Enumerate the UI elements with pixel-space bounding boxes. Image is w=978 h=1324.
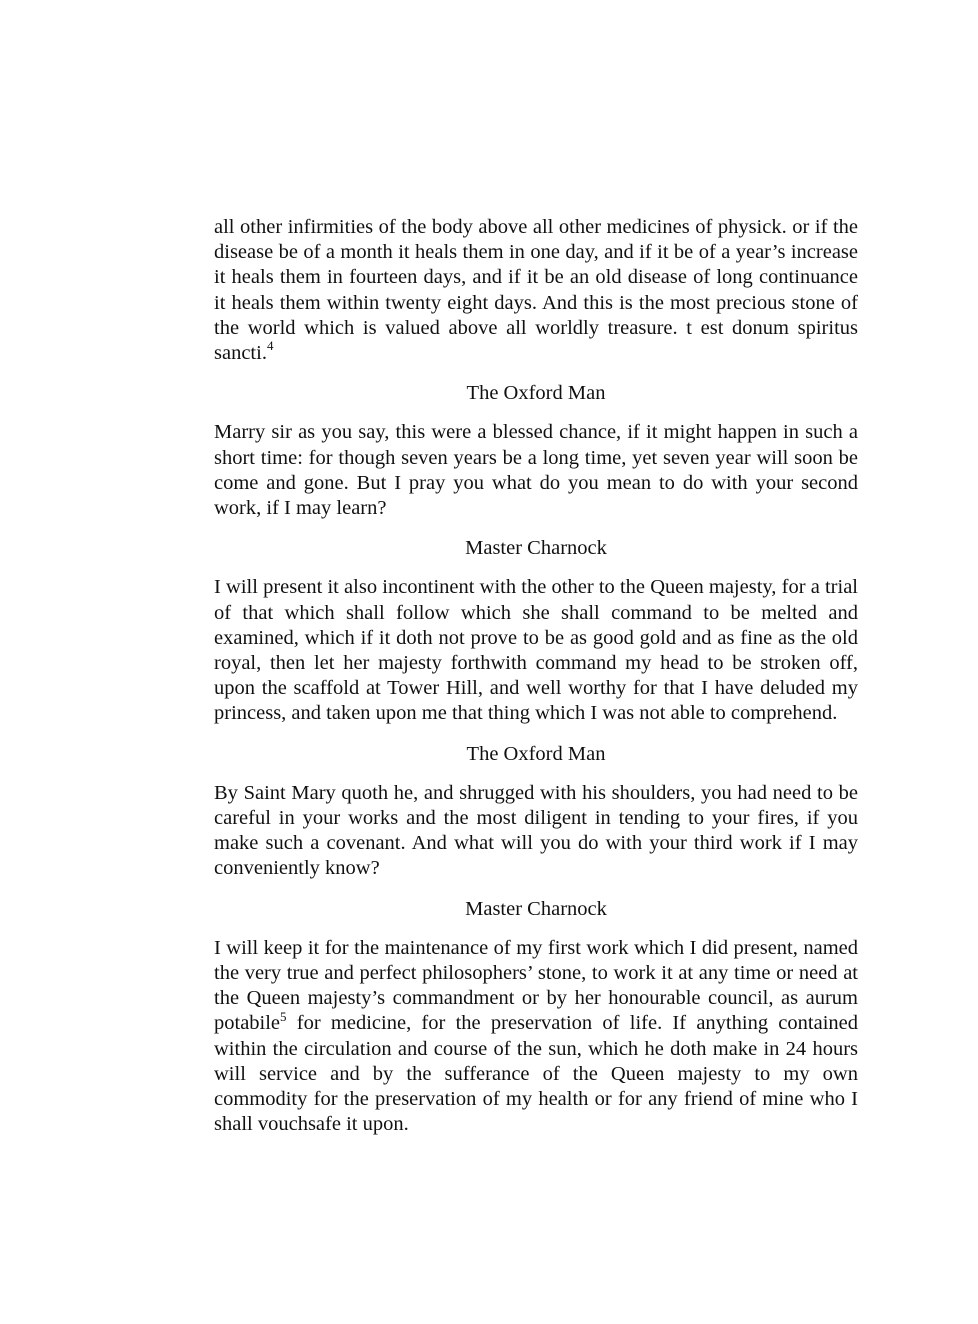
- paragraph-4: By Saint Mary quoth he, and shrugged with his shoulders, you had need to be careful in your works and the most diligent in tending to your fires, if you make such a covenant. And what will you do with your third work if I may conveniently know?: [214, 781, 858, 880]
- speaker-heading-oxford-man-2: The Oxford Man: [466, 742, 606, 765]
- speaker-heading-oxford-man-1: The Oxford Man: [466, 382, 606, 405]
- paragraph-text: I will keep it for the maintenance of my first work which I did present, named the very true and perfect philosophers’ stone, to work it at any time or need at the Queen majesty’s commandment or by her honourable council, as aurum potabile: [214, 936, 858, 1035]
- speaker-heading-master-charnock-1: Master Charnock: [465, 537, 607, 560]
- paragraph-text-continued: for medicine, for the preservation of life. If anything contained within the circulation and course of the sun, which he doth make in 24 hours will service and by the sufferance of the Queen majesty to my own commodity for the preservation of my health or for any friend of mine who I shall vouchsafe it upon.: [214, 1012, 858, 1136]
- paragraph-5: [214, 936, 858, 1138]
- paragraph-2: Marry sir as you say, this were a blessed chance, if it might happen in such a short time: for though seven years be a long time, yet seven year will soon be come and gone. But I pray you what do you mean to do with your second work, if I may learn?: [214, 421, 858, 520]
- footnote-marker[interactable]: 5: [280, 1008, 287, 1024]
- speaker-heading-master-charnock-2: Master Charnock: [465, 897, 607, 920]
- paragraph-1: [214, 215, 858, 366]
- paragraph-text: all other infirmities of the body above all other medicines of physick. or if the disease be of a month it heals them in one day, and if it be of a year’s increase it heals them in fourteen days, and if it be an old disease of long continuance it heals them within twenty eight days. And this is the most precious stone of the world which is valued above all worldly treasure. t est donum spiritus sancti.: [214, 216, 858, 365]
- paragraph-3: I will present it also incontinent with the other to the Queen majesty, for a trial of that which shall follow which she shall command to be melted and examined, which if it doth not prove to be as good gold and as fine as the old royal, then let her majesty forthwith command my head to be stroken off, upon the scaffold at Tower Hill, and well worthy for that I have deluded my princess, and taken upon me that thing which I was not able to comprehend.: [214, 576, 858, 725]
- footnote-marker[interactable]: 4: [266, 338, 274, 354]
- document-page: [214, 215, 858, 1138]
